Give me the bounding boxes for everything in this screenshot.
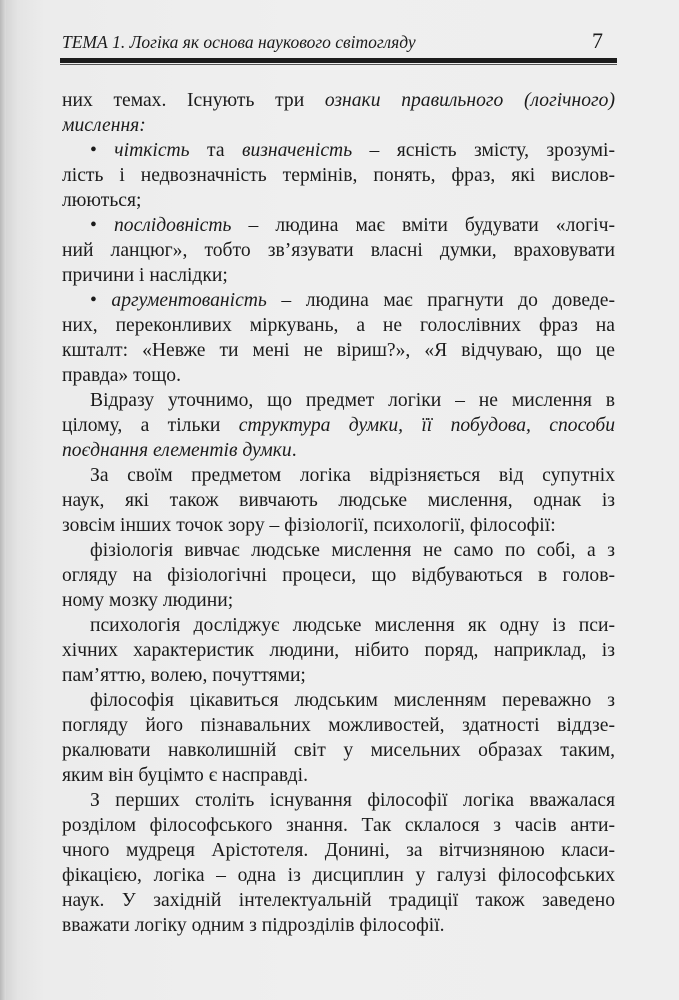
italic-text: аргументованість <box>111 290 267 311</box>
text: яким він буцімто є насправді. <box>62 765 308 786</box>
text-line <box>62 288 615 313</box>
text-line <box>62 888 615 913</box>
text: наук, які також вивчають людське мислення, однак із <box>62 490 615 511</box>
text: наук. У західній інтелектуальній традиції також заведено <box>62 890 615 911</box>
italic-text: мислення: <box>62 115 146 136</box>
text: огляду на фізіологічні процеси, що відбуваються в голов- <box>62 565 615 586</box>
text-line <box>62 163 615 188</box>
text-line <box>62 688 615 713</box>
text: За своїм предметом логіка відрізняється від супутніх <box>90 465 615 486</box>
text: причини і наслідки; <box>62 265 228 286</box>
text: З перших століть існування філософії логіка вважалася <box>90 790 615 811</box>
text: фікацією, логіка – одна із дисциплин у галузі філософських <box>62 865 615 886</box>
page-number: 7 <box>592 28 603 53</box>
text: – ясність змісту, зрозумі- <box>352 140 615 161</box>
body-text <box>62 88 615 938</box>
text-line <box>62 813 615 838</box>
text: фізіологія вивчає людське мислення не само по собі, а з <box>90 540 615 561</box>
text-line <box>62 438 615 463</box>
italic-text: структура думки, її побудова, способи <box>238 415 615 436</box>
text-line <box>62 638 615 663</box>
text-line <box>62 113 615 138</box>
text-line <box>62 363 615 388</box>
text: • <box>90 290 112 311</box>
text: лість і недвозначність термінів, понять, фраз, які вислов- <box>62 165 615 186</box>
running-header <box>62 30 615 54</box>
text: ному мозку людини; <box>62 590 234 611</box>
text: ний ланцюг», тобто зв’язувати власні думки, враховувати <box>62 240 615 261</box>
text-line <box>62 588 615 613</box>
text-line <box>62 463 615 488</box>
text: чного мудреця Арістотеля. Донині, за вітчизняною класи- <box>62 840 615 861</box>
text-line <box>62 238 615 263</box>
text: . <box>291 440 297 461</box>
text-line <box>62 763 615 788</box>
text-line <box>62 413 615 438</box>
page-gutter-shadow <box>0 0 6 1000</box>
text: хічних характеристик людини, нібито поряд, наприклад, із <box>62 640 615 661</box>
text: – людина має вміти будувати «логіч- <box>231 215 615 236</box>
text-line <box>62 213 615 238</box>
text: зовсім інших точок зору – фізіології, психології, філософії: <box>62 515 556 536</box>
italic-text: визначеність <box>241 140 353 161</box>
text-line <box>62 838 615 863</box>
italic-text: ознаки правильного (логічного) <box>324 90 615 111</box>
text-line <box>62 388 615 413</box>
text-line <box>62 613 615 638</box>
text: філософія цікавиться людським мисленням переважно з <box>90 690 615 711</box>
text: цілому, а тільки <box>62 415 239 436</box>
text: • <box>90 140 115 161</box>
text: правда» тощо. <box>62 365 181 386</box>
text: пам’яттю, волею, почуттями; <box>62 665 306 686</box>
text-line <box>62 788 615 813</box>
text-line <box>62 663 615 688</box>
italic-text: поєднання елементів думки <box>62 440 292 461</box>
text: них темах. Існують три <box>62 90 325 111</box>
text-line <box>62 263 615 288</box>
text-line <box>62 913 615 938</box>
header-rule-thin <box>60 64 617 65</box>
text-line <box>62 713 615 738</box>
text: – людина має прагнути до доведе- <box>266 290 615 311</box>
text: люються; <box>62 190 142 211</box>
text: розділом філософського знання. Так склалося з часів анти- <box>62 815 615 836</box>
running-header-title: ТЕМА 1. Логіка як основа наукового світогляду <box>62 32 416 52</box>
text: ркалювати навколишній світ у мисельних образах таким, <box>62 740 615 761</box>
text-line <box>62 538 615 563</box>
text-line <box>62 138 615 163</box>
text-line <box>62 338 615 363</box>
text-line <box>62 863 615 888</box>
header-rule <box>60 58 617 63</box>
text-line <box>62 513 615 538</box>
text-line <box>62 188 615 213</box>
text: Відразу уточнимо, що предмет логіки – не мислення в <box>90 390 615 411</box>
text-line <box>62 313 615 338</box>
text: • <box>90 215 114 236</box>
italic-text: чіткість <box>114 140 190 161</box>
text: вважати логіку одним з підрозділів філософії. <box>62 915 445 936</box>
text-line <box>62 88 615 113</box>
text-line <box>62 738 615 763</box>
text: них, переконливих міркувань, а не голослівних фраз на <box>62 315 615 336</box>
text: кшталт: «Невже ти мені не віриш?», «Я відчуваю, що це <box>62 340 615 361</box>
text-line <box>62 563 615 588</box>
italic-text: послідовність <box>113 215 232 236</box>
text: та <box>189 140 242 161</box>
text: погляду його пізнавальних можливостей, здатності віддзе- <box>62 715 615 736</box>
text-line <box>62 488 615 513</box>
text: психологія досліджує людське мислення як одну із пси- <box>90 615 615 636</box>
